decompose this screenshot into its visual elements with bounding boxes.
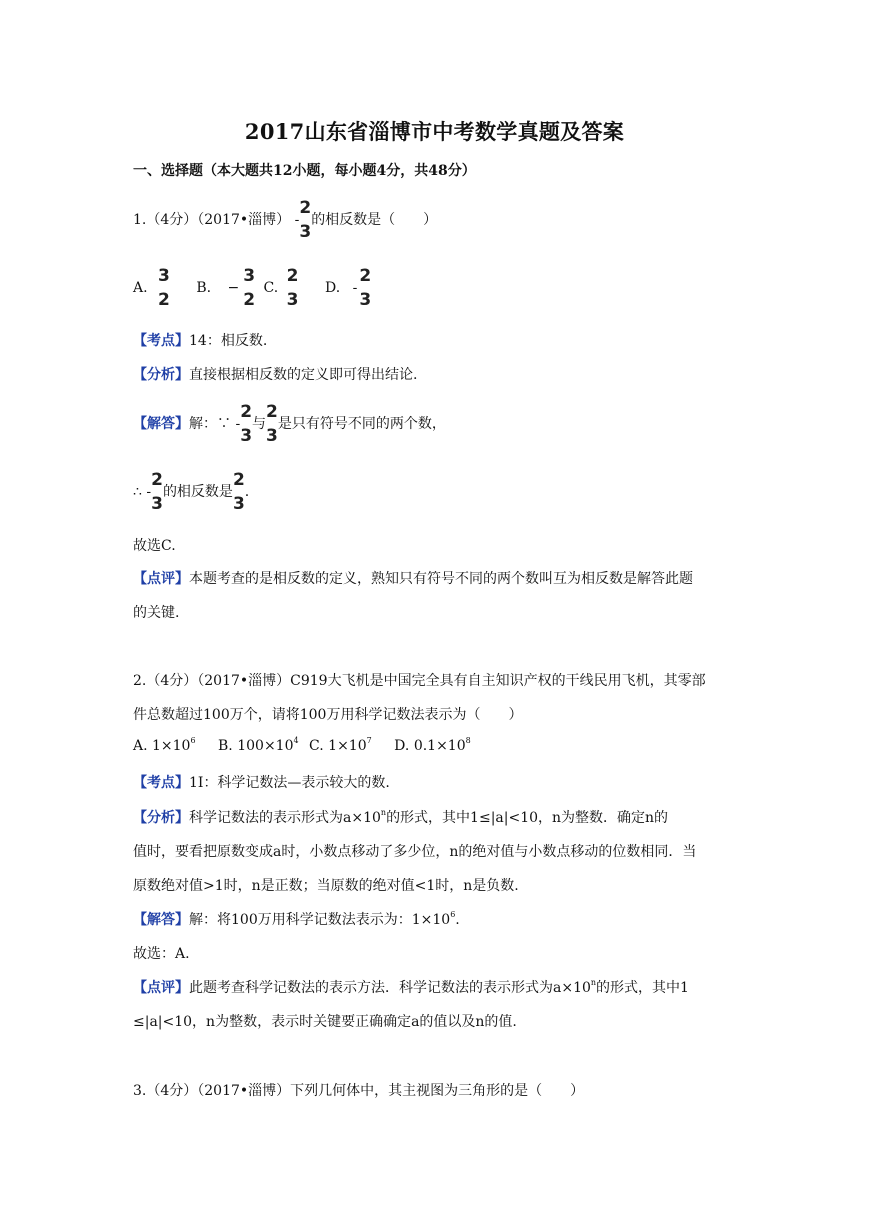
fenxi-exponent: n xyxy=(380,808,387,817)
therefore-fraction-1 xyxy=(151,468,163,516)
jieda-exponent: 6 xyxy=(450,910,456,919)
section-heading: 一、选择题（本大题共12小题，每小题4分，共48分） xyxy=(133,163,476,179)
q2-jieda xyxy=(133,909,460,929)
option-label: C. xyxy=(309,738,324,754)
q2-stem-line-2: 件总数超过100万个，请将100万用科学记数法表示为（ ） xyxy=(133,707,523,723)
option-base: 1×10 xyxy=(152,738,191,754)
therefore-pre: ∴ - xyxy=(133,484,152,500)
fenxi-tag: 【分析】 xyxy=(133,367,189,383)
jieda-fraction-2 xyxy=(266,400,278,448)
fraction-numerator: 2 xyxy=(359,266,372,286)
option-fraction xyxy=(243,264,255,312)
option-sign: - xyxy=(352,280,358,296)
kaodian-tag: 【考点】 xyxy=(133,333,189,349)
q1-stem-fraction xyxy=(299,196,311,244)
option-exponent: 8 xyxy=(465,736,471,745)
q2-dianping xyxy=(133,977,689,997)
q2-dianping-line-2: ≤|a|<10，n为整数，表示时关键要正确确定a的值以及n的值. xyxy=(133,1014,517,1030)
option-fraction xyxy=(287,264,299,312)
dianping-tag: 【点评】 xyxy=(133,571,189,587)
option-fraction xyxy=(158,264,170,312)
dianping-line-1-pre: 此题考查科学记数法的表示方法．科学记数法的表示形式为a×10 xyxy=(189,980,591,996)
fraction-denominator: 3 xyxy=(299,222,312,242)
q1-option-b xyxy=(196,266,259,310)
option-base: 1×10 xyxy=(328,738,367,754)
jieda-tag: 【解答】 xyxy=(133,416,189,432)
fraction-numerator: 3 xyxy=(243,266,256,286)
option-label: B. xyxy=(196,280,212,296)
q1-dianping xyxy=(133,568,693,588)
option-fraction xyxy=(359,264,371,312)
q1-stem xyxy=(133,196,437,244)
option-label: D. xyxy=(324,280,341,296)
q1-option-d xyxy=(324,266,372,310)
fraction-denominator: 3 xyxy=(286,290,299,310)
fenxi-line-1-pre: 科学记数法的表示形式为a×10 xyxy=(189,810,381,826)
fraction-denominator: 3 xyxy=(151,494,163,514)
jieda-tag: 【解答】 xyxy=(133,912,189,928)
dianping-line-1: 本题考查的是相反数的定义，熟知只有符号不同的两个数叫互为相反数是解答此题 xyxy=(189,571,693,587)
option-exponent: 4 xyxy=(293,736,299,745)
option-label: D. xyxy=(394,738,410,754)
fraction-numerator: 2 xyxy=(240,402,253,422)
option-label: A. xyxy=(133,280,148,296)
q1-options xyxy=(133,264,371,312)
therefore-fraction-2 xyxy=(233,468,245,516)
q2-option-c xyxy=(309,738,372,754)
q2-option-a xyxy=(133,738,196,754)
q1-fenxi xyxy=(133,364,417,384)
q1-option-c xyxy=(263,266,303,310)
kaodian-tag: 【考点】 xyxy=(133,775,189,791)
q2-fenxi-line-2: 值时，要看把原数变成a时，小数点移动了多少位，n的绝对值与小数点移动的位数相同．当 xyxy=(133,844,697,860)
fraction-denominator: 2 xyxy=(243,290,256,310)
fraction-denominator: 2 xyxy=(158,290,170,310)
option-base: 0.1×10 xyxy=(413,738,466,754)
fenxi-text: 直接根据相反数的定义即可得出结论. xyxy=(189,367,418,383)
jieda-post: . xyxy=(455,912,460,928)
option-label: B. xyxy=(218,738,233,754)
option-label: C. xyxy=(263,280,279,296)
fraction-numerator: 2 xyxy=(232,470,245,490)
q2-fenxi xyxy=(133,807,668,827)
q1-stem-prefix: 1.（4分）（2017•淄博） xyxy=(133,212,291,228)
fraction-numerator: 2 xyxy=(266,402,278,422)
dianping-exponent: n xyxy=(590,978,597,987)
dianping-line-1-post: 的形式，其中1 xyxy=(596,980,689,996)
q1-dianping-line-2: 的关键. xyxy=(133,605,180,621)
fraction-numerator: 2 xyxy=(151,470,163,490)
q1-therefore xyxy=(133,468,249,516)
jieda-fraction-1 xyxy=(240,400,252,448)
page-title: 2017山东省淄博市中考数学真题及答案 xyxy=(244,119,625,144)
dianping-tag: 【点评】 xyxy=(133,980,189,996)
q2-option-b xyxy=(218,738,299,754)
fraction-numerator: 2 xyxy=(286,266,299,286)
fraction-numerator: 3 xyxy=(158,266,170,286)
q2-kaodian xyxy=(133,772,390,792)
option-sign: − xyxy=(227,280,240,296)
option-base: 100×10 xyxy=(237,738,294,754)
q1-jieda xyxy=(133,400,446,448)
q1-option-a xyxy=(133,266,174,310)
fraction-denominator: 3 xyxy=(266,426,278,446)
q2-option-d xyxy=(394,738,471,754)
kaodian-text: 14：相反数. xyxy=(189,333,268,349)
jieda-pre: 解：将100万用科学记数法表示为：1×10 xyxy=(189,912,451,928)
kaodian-text: 1I：科学记数法—表示较大的数. xyxy=(189,775,390,791)
jieda-text-post: 是只有符号不同的两个数， xyxy=(277,416,446,432)
q2-options xyxy=(133,738,471,754)
option-exponent: 6 xyxy=(190,736,196,745)
q2-fenxi-line-3: 原数绝对值>1时，n是正数；当原数的绝对值<1时，n是负数. xyxy=(133,878,519,894)
fraction-denominator: 3 xyxy=(232,494,245,514)
jieda-text-pre: 解：∵ - xyxy=(189,416,241,432)
q2-choice: 故选：A. xyxy=(133,946,190,962)
fraction-numerator: 2 xyxy=(299,198,312,218)
fraction-denominator: 3 xyxy=(359,290,372,310)
fenxi-line-1-post: 的形式，其中1≤|a|<10，n为整数．确定n的 xyxy=(386,810,669,826)
option-label: A. xyxy=(133,738,148,754)
jieda-mid: 与 xyxy=(252,416,267,432)
q1-stem-suffix: 的相反数是（ ） xyxy=(311,212,438,228)
q3-stem: 3.（4分）（2017•淄博）下列几何体中，其主视图为三角形的是（ ） xyxy=(133,1083,585,1099)
therefore-mid: 的相反数是 xyxy=(162,484,233,500)
option-exponent: 7 xyxy=(366,736,372,745)
fraction-denominator: 3 xyxy=(240,426,253,446)
q2-stem-line-1: 2.（4分）（2017•淄博）C919大飞机是中国完全具有自主知识产权的干线民用飞机，其零部 xyxy=(133,673,706,689)
q1-stem-sign: - xyxy=(294,212,300,228)
fenxi-tag: 【分析】 xyxy=(133,810,189,826)
q1-choice: 故选C. xyxy=(133,538,176,554)
therefore-post: . xyxy=(244,484,250,500)
q1-kaodian xyxy=(133,330,267,350)
